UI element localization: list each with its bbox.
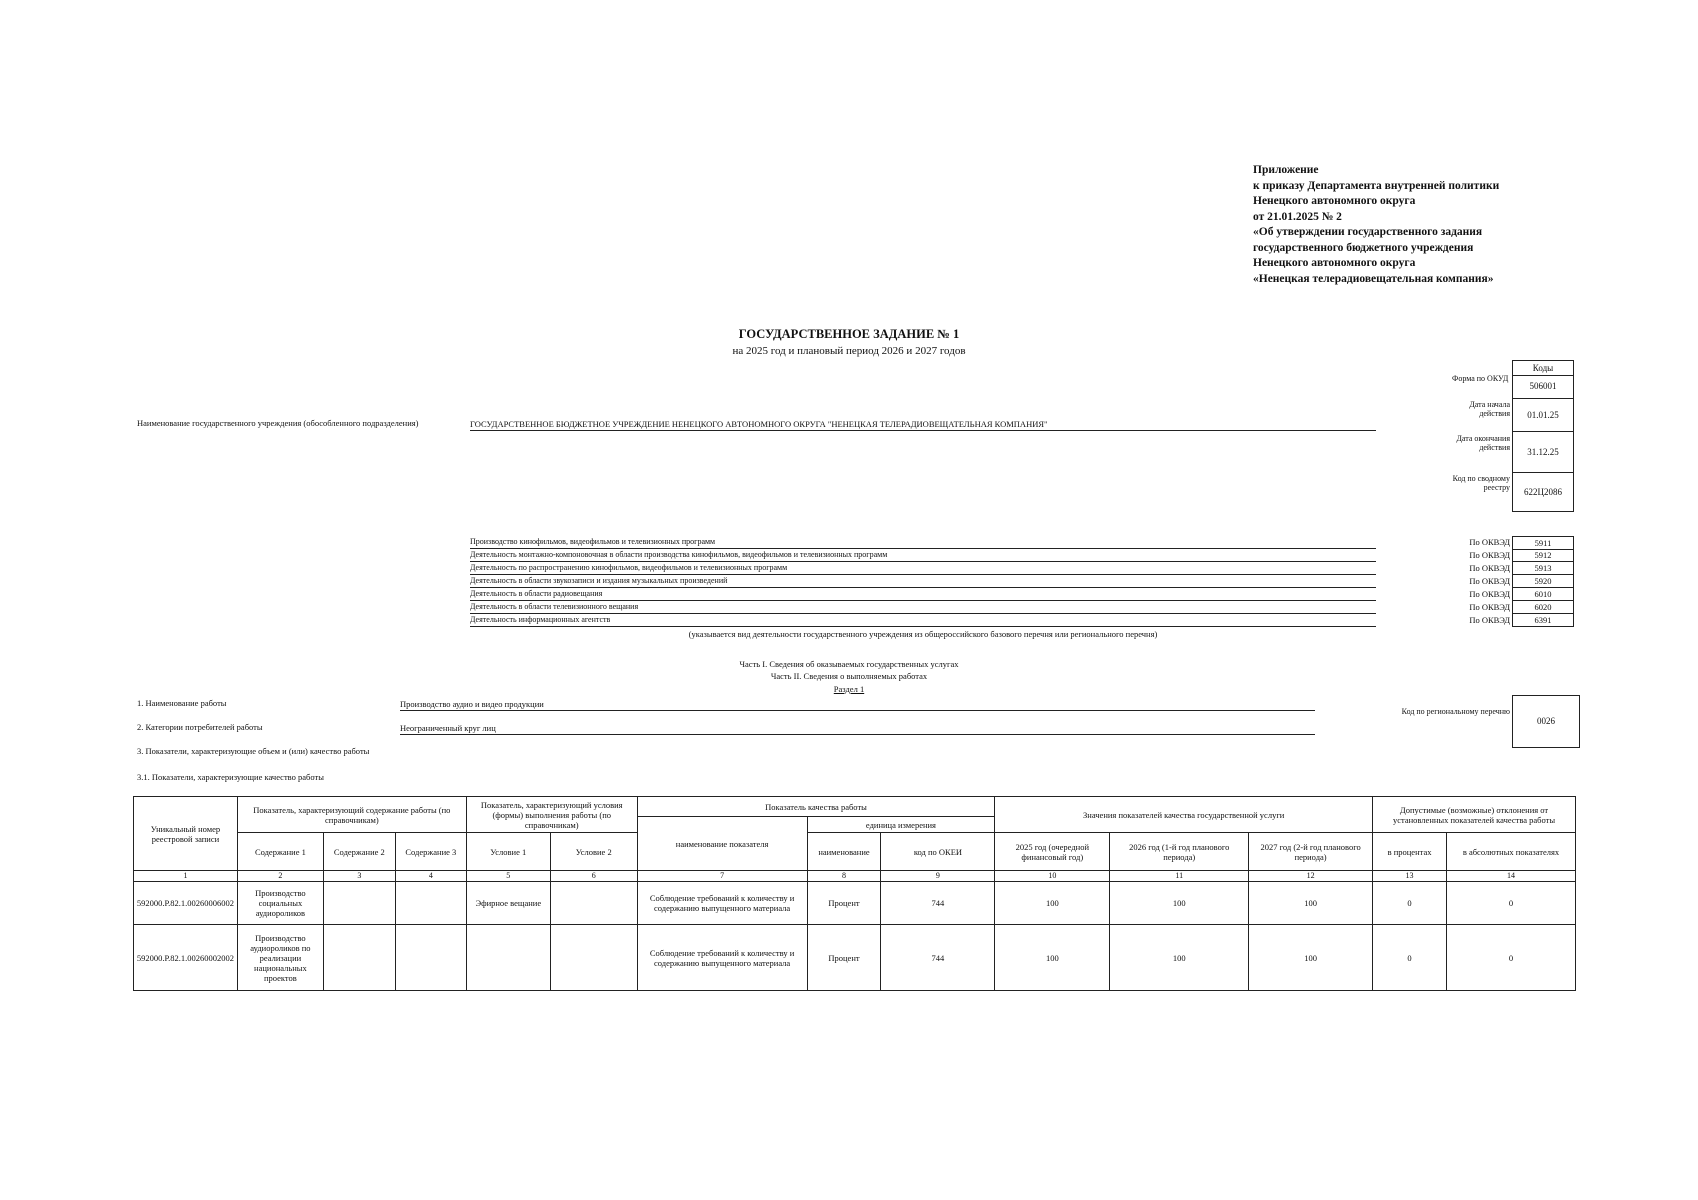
table-row	[134, 925, 1576, 991]
header-percent: в процентах	[1373, 833, 1447, 871]
header-absolute: в абсолютных показателях	[1447, 833, 1576, 871]
activity-row: Деятельность монтажно-компоновочная в области производства кинофильмов, видеофильмов и телевизионных программ	[470, 549, 1376, 562]
codes-value-start: 01.01.25	[1512, 399, 1574, 432]
column-number: 13	[1373, 871, 1447, 882]
activity-row: Деятельность по распространению кинофильмов, видеофильмов и телевизионных программ	[470, 562, 1376, 575]
section-heading: Раздел 1	[833, 684, 865, 694]
header-cond2: Условие 2	[550, 833, 637, 871]
cell-okei: 744	[881, 925, 995, 991]
okved-code: 6020	[1512, 601, 1574, 614]
cell-y2025: 100	[995, 925, 1110, 991]
okved-label: По ОКВЭД	[1469, 589, 1510, 599]
regional-code-value: 0026	[1512, 695, 1580, 748]
header-content1: Содержание 1	[237, 833, 323, 871]
header-content2: Содержание 2	[323, 833, 395, 871]
cell-unit: Процент	[807, 882, 881, 925]
appendix-line: «Об утверждении государственного задания	[1253, 226, 1483, 238]
cell-cond1	[466, 925, 550, 991]
okved-code: 5913	[1512, 562, 1574, 575]
appendix-line: от 21.01.2025 № 2	[1253, 210, 1342, 223]
column-number: 7	[637, 871, 807, 882]
okved-label: По ОКВЭД	[1469, 537, 1510, 547]
work-name-value: Производство аудио и видео продукции	[400, 698, 1315, 711]
column-number: 3	[323, 871, 395, 882]
cell-y2026: 100	[1110, 882, 1249, 925]
indicators-label: 3. Показатели, характеризующие объем и (или) качество работы	[137, 746, 370, 756]
column-number: 4	[395, 871, 466, 882]
activity-row: Деятельность в области звукозаписи и издания музыкальных произведений	[470, 575, 1376, 588]
column-number: 10	[995, 871, 1110, 882]
appendix-line: государственного бюджетного учреждения	[1253, 241, 1474, 254]
header-cond1: Условие 1	[466, 833, 550, 871]
appendix-line: Ненецкого автономного округа	[1253, 257, 1416, 269]
column-number: 11	[1110, 871, 1249, 882]
okved-label: По ОКВЭД	[1469, 576, 1510, 586]
cell-y2027: 100	[1249, 925, 1373, 991]
appendix-line: Ненецкого автономного округа	[1253, 195, 1416, 207]
okved-label: По ОКВЭД	[1469, 550, 1510, 560]
header-okei: код по ОКЕИ	[881, 833, 995, 871]
appendix-line: к приказу Департамента внутренней политики	[1253, 179, 1500, 192]
appendix-line: Приложение	[1253, 164, 1319, 176]
okved-code: 6010	[1512, 588, 1574, 601]
table-row	[134, 882, 1576, 925]
header-y2027: 2027 год (2-й год планового периода)	[1249, 833, 1373, 871]
cell-content1: Производство социальных аудиороликов	[237, 882, 323, 925]
header-content: Показатель, характеризующий содержание работы (по справочникам)	[237, 797, 466, 833]
cell-percent: 0	[1373, 882, 1447, 925]
codes-label-okud: Форма по ОКУД	[1452, 374, 1509, 383]
cell-cond1: Эфирное вещание	[466, 882, 550, 925]
cell-y2027: 100	[1249, 882, 1373, 925]
document-title: ГОСУДАРСТВЕННОЕ ЗАДАНИЕ № 1	[738, 327, 960, 341]
codes-value-end: 31.12.25	[1512, 432, 1574, 473]
cell-absolute: 0	[1447, 882, 1576, 925]
quality-table	[133, 796, 1576, 991]
column-number: 5	[466, 871, 550, 882]
cell-cond2	[550, 882, 637, 925]
cell-percent: 0	[1373, 925, 1447, 991]
cell-content1: Производство аудиороликов по реализации национальных проектов	[237, 925, 323, 991]
column-number: 8	[807, 871, 881, 882]
okved-label: По ОКВЭД	[1469, 563, 1510, 573]
activity-row: Деятельность в области радиовещания	[470, 588, 1376, 601]
cell-content3	[395, 925, 466, 991]
okved-label: По ОКВЭД	[1469, 602, 1510, 612]
appendix-line: «Ненецкая телерадиовещательная компания»	[1253, 272, 1494, 285]
header-deviation: Допустимые (возможные) отклонения от установленных показателей качества работы	[1373, 797, 1576, 833]
cell-cond2	[550, 925, 637, 991]
codes-label-start: Дата начала действия	[1469, 400, 1510, 418]
column-number: 2	[237, 871, 323, 882]
quality-label: 3.1. Показатели, характеризующие качество работы	[137, 772, 324, 782]
okved-code: 6391	[1512, 614, 1574, 627]
header-unit-name: наименование	[807, 833, 881, 871]
part2-heading: Часть II. Сведения о выполняемых работах	[770, 671, 928, 681]
column-number: 14	[1447, 871, 1576, 882]
header-unit: единица измерения	[807, 817, 995, 833]
cell-indicator: Соблюдение требований к количеству и содержанию выпущенного материала	[637, 882, 807, 925]
okved-code: 5911	[1512, 536, 1574, 550]
cell-okei: 744	[881, 882, 995, 925]
cell-unit: Процент	[807, 925, 881, 991]
okved-code: 5912	[1512, 549, 1574, 562]
cell-registry: 592000.Р.82.1.00260006002	[134, 882, 238, 925]
cell-content3	[395, 882, 466, 925]
codes-label-end: Дата окончания действия	[1456, 434, 1510, 452]
activity-row: Производство кинофильмов, видеофильмов и телевизионных программ	[470, 536, 1376, 549]
header-indicator-name: наименование показателя	[637, 817, 807, 871]
codes-value-okud: 506001	[1512, 374, 1574, 399]
consumers-value: Неограниченный круг лиц	[400, 722, 1315, 735]
header-y2026: 2026 год (1-й год планового периода)	[1110, 833, 1249, 871]
codes-label-registry: Код по сводному реестру	[1452, 474, 1510, 492]
okved-label: По ОКВЭД	[1469, 615, 1510, 625]
institution-label: Наименование государственного учреждения (обособленного подразделения)	[137, 418, 419, 428]
activity-note: (указывается вид деятельности государственного учреждения из общероссийского базового перечня или регионального перечня)	[688, 629, 1158, 639]
institution-name: ГОСУДАРСТВЕННОЕ БЮДЖЕТНОЕ УЧРЕЖДЕНИЕ НЕНЕЦКОГО АВТОНОМНОГО ОКРУГА "НЕНЕЦКАЯ ТЕЛЕРАДИОВЕЩАТЕЛЬНАЯ КОМПАНИЯ"	[470, 418, 1376, 431]
header-values: Значения показателей качества государственной услуги	[995, 797, 1373, 833]
header-conditions: Показатель, характеризующий условия (формы) выполнения работы (по справочникам)	[466, 797, 637, 833]
cell-content2	[323, 882, 395, 925]
cell-y2025: 100	[995, 882, 1110, 925]
header-registry: Уникальный номер реестровой записи	[134, 797, 238, 871]
cell-y2026: 100	[1110, 925, 1249, 991]
activity-row: Деятельность в области телевизионного вещания	[470, 601, 1376, 614]
codes-header: Коды	[1512, 360, 1574, 376]
column-number: 6	[550, 871, 637, 882]
cell-content2	[323, 925, 395, 991]
regional-code-label: Код по региональному перечню	[1401, 707, 1510, 716]
okved-code: 5920	[1512, 575, 1574, 588]
header-content3: Содержание 3	[395, 833, 466, 871]
consumers-label: 2. Категории потребителей работы	[137, 722, 263, 732]
column-number: 12	[1249, 871, 1373, 882]
appendix-block	[1253, 163, 1499, 287]
work-name-label: 1. Наименование работы	[137, 698, 227, 708]
cell-registry: 592000.Р.82.1.00260002002	[134, 925, 238, 991]
column-number: 9	[881, 871, 995, 882]
activity-row: Деятельность информационных агентств	[470, 614, 1376, 627]
codes-value-registry: 622Ц2086	[1512, 473, 1574, 512]
cell-indicator: Соблюдение требований к количеству и содержанию выпущенного материала	[637, 925, 807, 991]
column-number: 1	[134, 871, 238, 882]
header-quality: Показатель качества работы	[637, 797, 995, 817]
cell-absolute: 0	[1447, 925, 1576, 991]
part1-heading: Часть I. Сведения об оказываемых государственных услугах	[739, 659, 959, 669]
header-y2025: 2025 год (очередной финансовый год)	[995, 833, 1110, 871]
document-subtitle: на 2025 год и плановый период 2026 и 2027 годов	[732, 345, 966, 357]
